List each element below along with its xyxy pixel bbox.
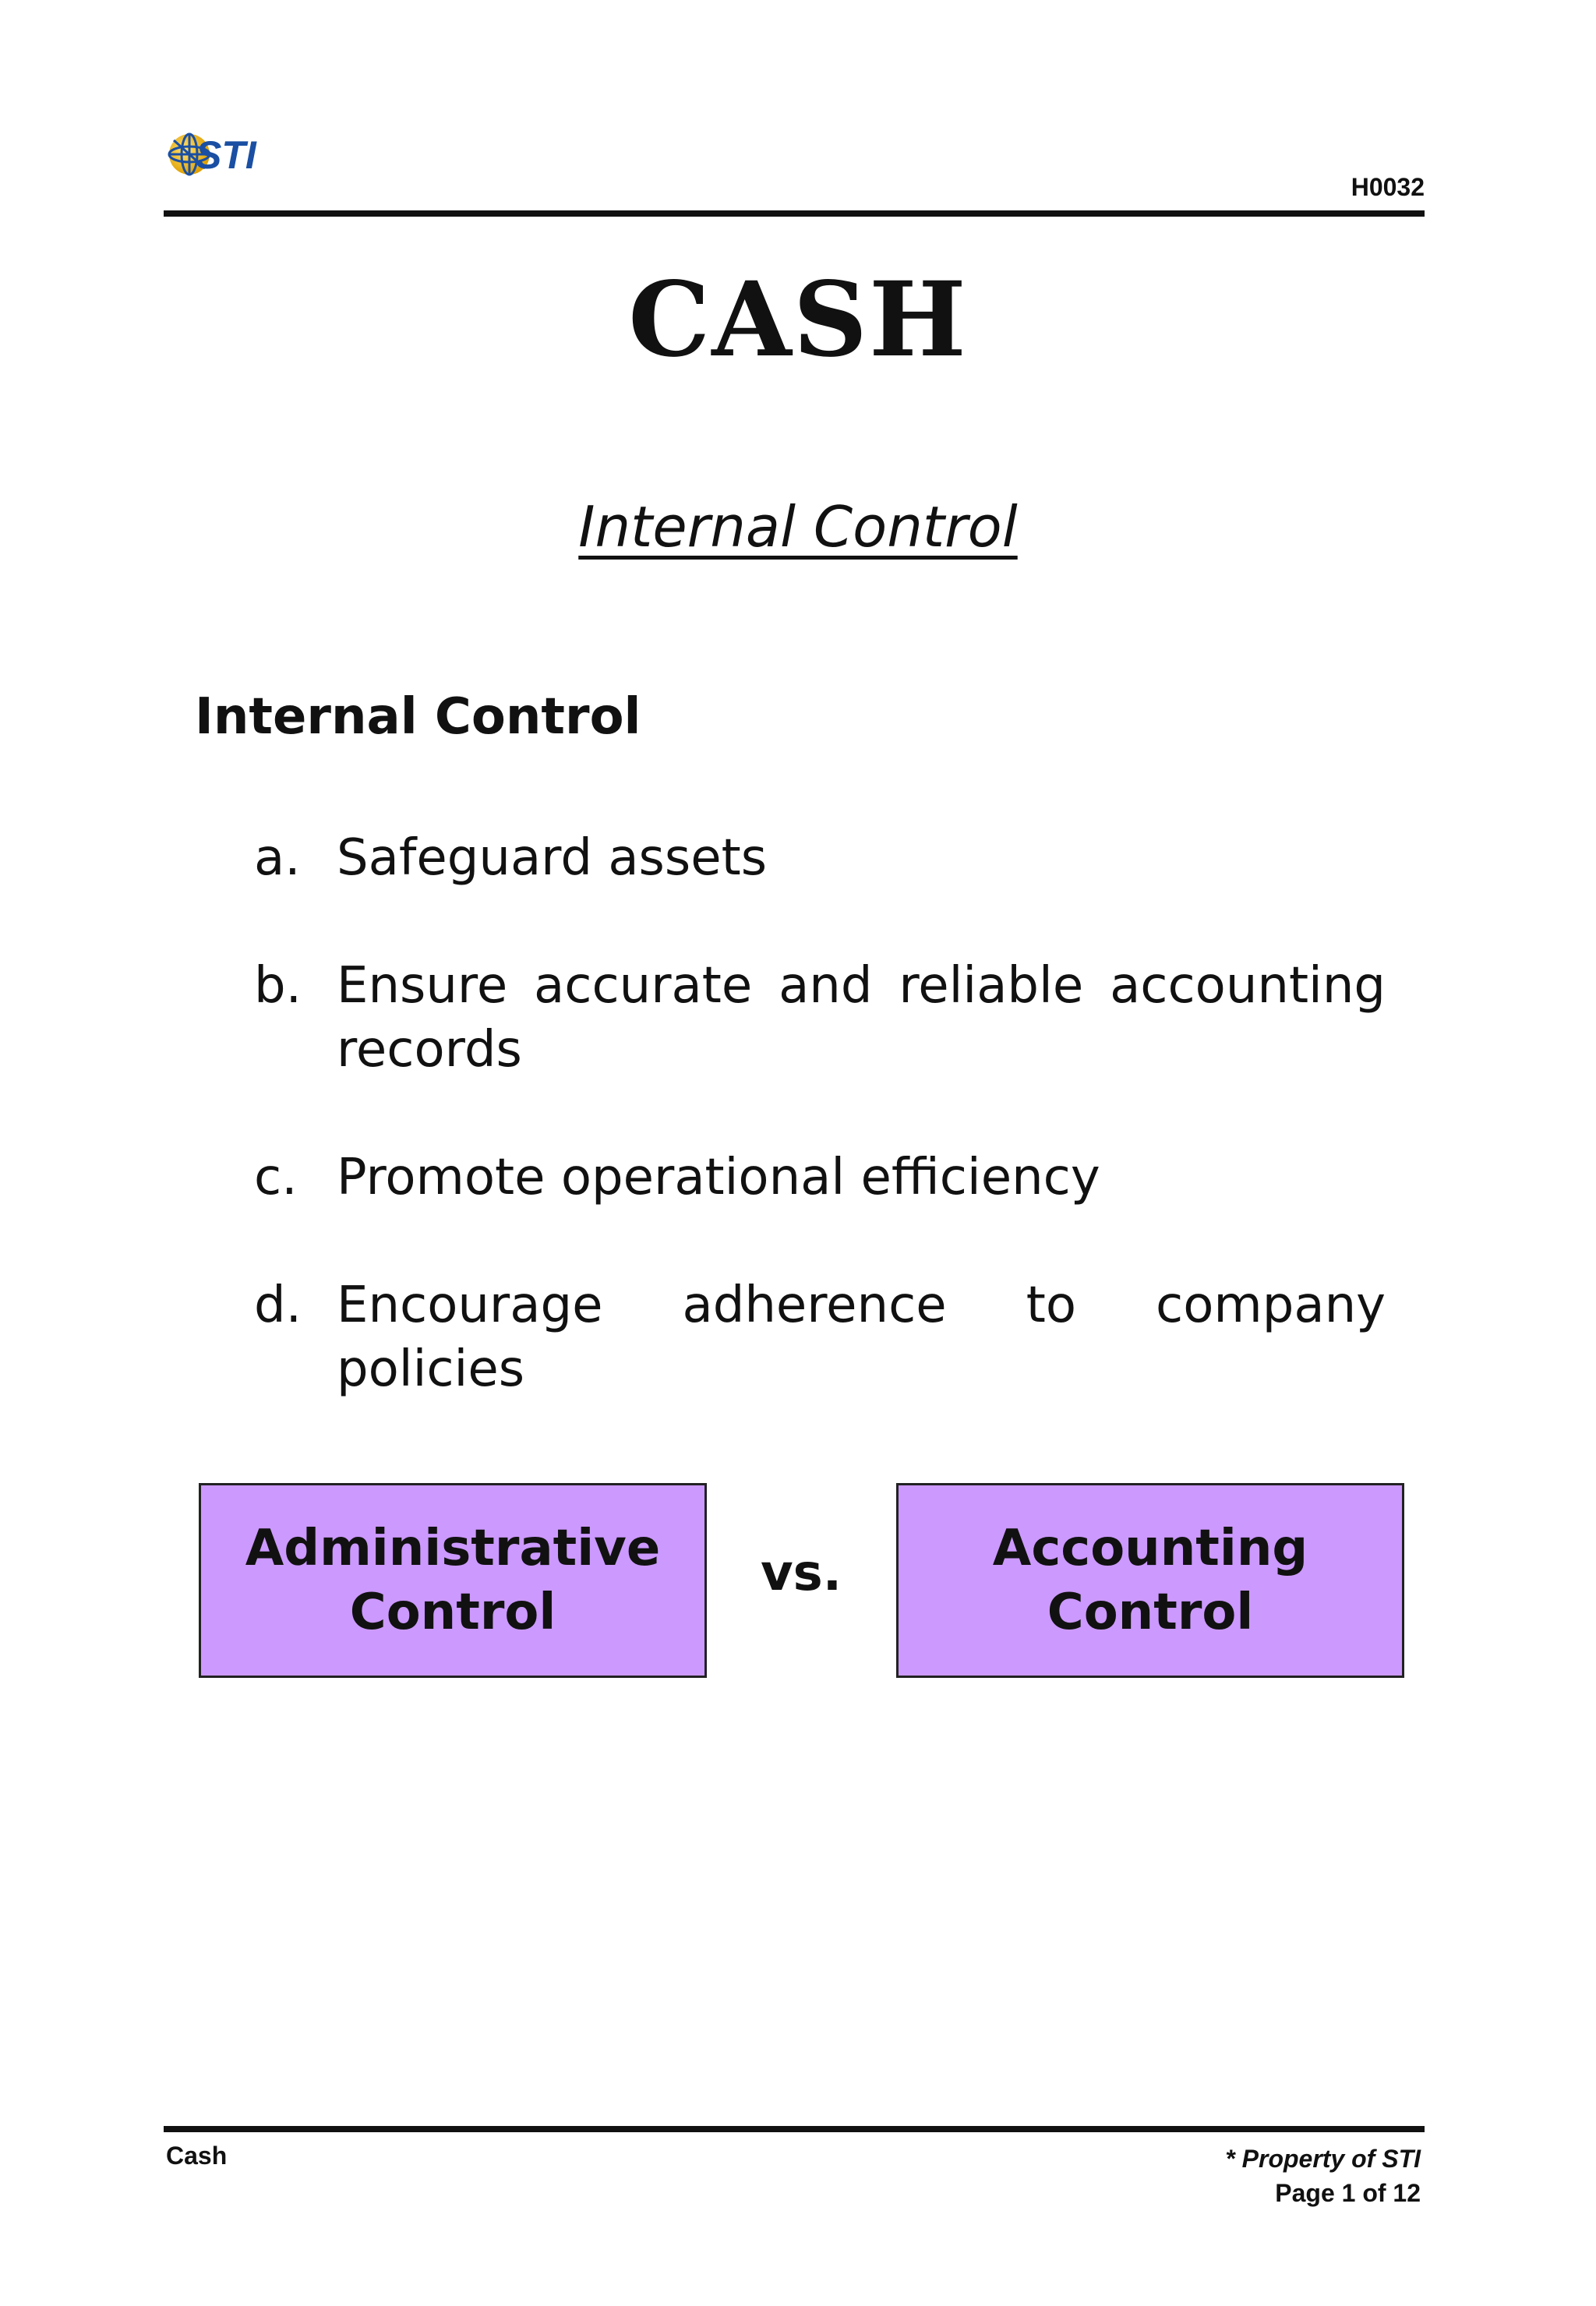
footer-info (1225, 2142, 1421, 2210)
list-marker: a. (254, 829, 301, 887)
list-item (254, 1273, 1386, 1401)
page-subtitle (0, 495, 1596, 560)
list-item-text: Promote operational efficiency (337, 1149, 1100, 1206)
footer-page-number: Page 1 of 12 (1275, 2179, 1421, 2207)
footer-property: * Property of STI (1225, 2145, 1421, 2173)
header-rule (164, 210, 1425, 217)
box-label-line: Accounting (992, 1520, 1308, 1577)
list-item (254, 954, 1386, 1082)
list-item (254, 826, 1386, 890)
list-item-text: Ensure accurate and reliable accounting records (337, 957, 1386, 1079)
list-item-text: Safeguard assets (337, 829, 768, 887)
list-marker: b. (254, 957, 302, 1015)
sti-logo (166, 125, 275, 181)
page-subtitle-text: Internal Control (578, 494, 1018, 560)
list-marker: c. (254, 1149, 298, 1206)
list-item (254, 1146, 1386, 1210)
list-item-text: Encourage adherence to company policies (337, 1277, 1386, 1398)
box-label (245, 1517, 661, 1644)
footer-document-name: Cash (166, 2142, 228, 2170)
document-code: H0032 (1351, 173, 1425, 201)
sti-logo-mark (166, 125, 275, 181)
box-label-line: Administrative (245, 1520, 661, 1577)
accounting-control-box (896, 1483, 1404, 1678)
administrative-control-box (199, 1483, 707, 1678)
box-label (993, 1517, 1308, 1644)
footer-rule (164, 2126, 1425, 2132)
box-label-line: Control (349, 1584, 556, 1641)
objectives-list (254, 826, 1386, 1465)
section-heading: Internal Control (195, 688, 641, 746)
box-label-line: Control (1047, 1584, 1254, 1641)
list-marker: d. (254, 1277, 302, 1334)
logo-lettering: STI (196, 133, 256, 177)
versus-label: vs. (760, 1545, 842, 1602)
page-title: CASH (628, 260, 968, 380)
